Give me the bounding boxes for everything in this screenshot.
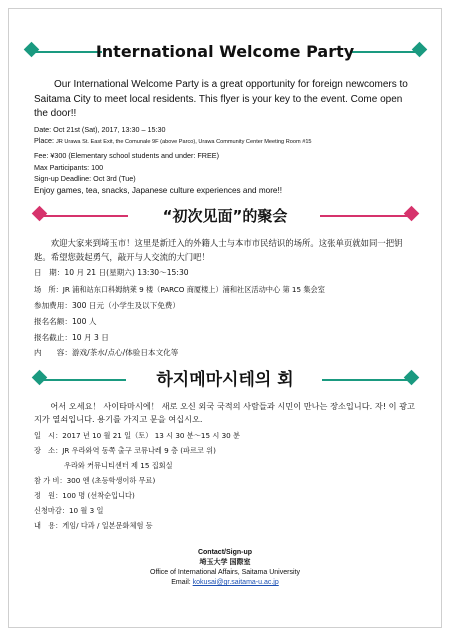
footer-email-link[interactable]: kokusai@gr.saitama-u.ac.jp: [192, 579, 279, 586]
chinese-intro: 欢迎大家来到埼玉市！这里是新迁入的外籍人士与本市市民结识的场所。这张单页就如同一把钥匙。希望您鼓起勇气，敲开与人交流的大门吧！: [34, 238, 403, 262]
korean-fee: 참 가 비：300 엔 (초등학생이하 무료): [34, 476, 156, 485]
chinese-title: “初次见面”的聚会: [162, 207, 288, 225]
korean-content: 내 용：게임/ 다과 / 일본문화체험 등: [34, 521, 153, 530]
english-max: Max Participants: 100: [34, 163, 104, 172]
english-date: Date: Oct 21st (Sat), 2017, 13:30 – 15:30: [34, 125, 166, 134]
footer-email-label: Email:: [171, 579, 193, 586]
korean-count: 정 원：100 명 (선착순입니다): [34, 491, 135, 500]
footer-office: Office of International Affairs, Saitama University: [150, 569, 300, 576]
korean-deadline: 신청마감：10 월 3 일: [34, 506, 104, 515]
korean-title: 하지메마시테의 회: [156, 370, 294, 390]
english-fee: Fee: ¥300 (Elementary school students and under: FREE): [34, 151, 219, 160]
chinese-deadline: 报名截止：10 月 3 日: [34, 333, 109, 342]
english-place: [34, 135, 424, 148]
chinese-date: 日 期：10 月 21 日(星期六) 13:30～15:30: [34, 268, 189, 277]
chinese-content: 内 容：游戏/茶水/点心/体验日本文化等: [34, 348, 179, 357]
korean-place-line2: 우라와 커뮤니티센터 제 15 집회실: [64, 461, 173, 470]
english-enjoy: Enjoy games, tea, snacks, Japanese culture experiences and more!!: [34, 186, 283, 195]
chinese-place: 场 所：JR 浦和站东口科姆纳莱 9 楼（PARCO 商厦楼上）浦和社区活动中心 第 15 集会室: [34, 285, 325, 294]
english-place-value: JR Urawa St. East Exit, the Comunale 9F (above Parco), Urawa Community Center Meeting Room #15: [55, 139, 312, 145]
english-intro: Our International Welcome Party is a great opportunity for foreign newcomers to Saitama City to meet local residents. This flyer is your key to the event. Come open the door!!: [34, 79, 408, 119]
chinese-header: [0, 204, 450, 228]
english-header: [0, 40, 450, 64]
english-place-label: Place:: [34, 136, 56, 145]
footer-contact: Contact/Sign-up: [197, 549, 253, 556]
footer-email: [0, 578, 450, 588]
english-title: International Welcome Party: [95, 42, 355, 61]
footer-org: 埼玉大学 国際室: [199, 559, 251, 566]
english-deadline: Sign-up Deadline: Oct 3rd (Tue): [34, 174, 136, 183]
korean-intro: 어서 오세요！ 사이타마시에！ 새로 오신 외국 국적의 사람들과 시민이 만나는 장소입니다. 자! 이 광고지가 열쇠입니다. 용기를 가지고 문을 여십시오.: [34, 401, 415, 424]
chinese-fee: 参加费用：300 日元（小学生及以下免费）: [34, 301, 180, 310]
chinese-count: 报名名额：100 人: [34, 317, 97, 326]
korean-date: 일 시：2017 년 10 월 21 일（토） 13 시 30 분～15 시 30 분: [34, 431, 240, 440]
korean-place-line1: 장 소：JR 우라와역 동쪽 출구 코뮤나레 9 층 (파르코 위): [34, 446, 216, 455]
korean-header: [0, 368, 450, 392]
